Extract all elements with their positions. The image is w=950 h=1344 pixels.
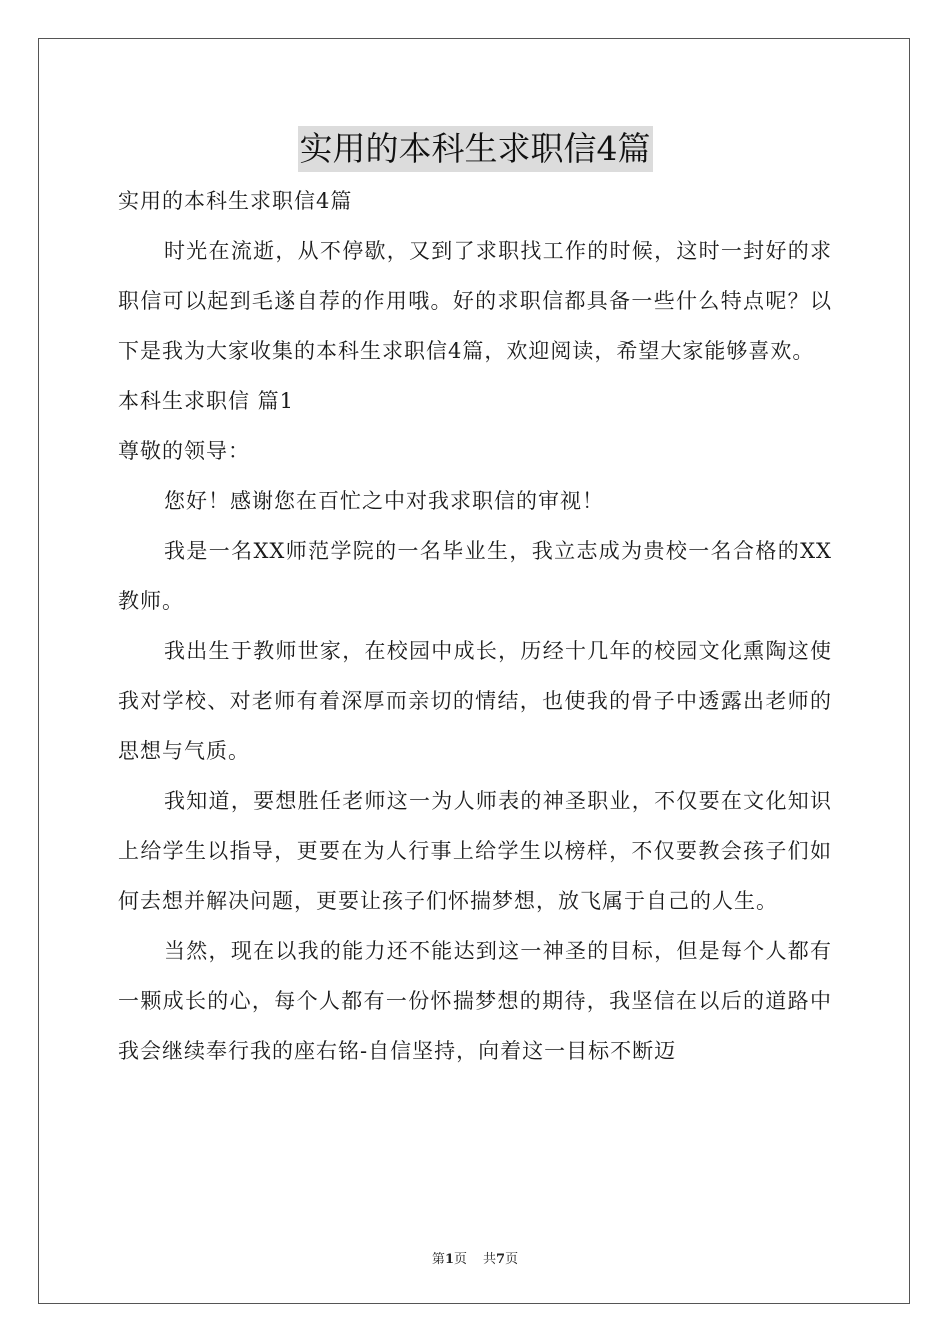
paragraph: 尊敬的领导： <box>118 439 250 463</box>
footer-total-pages: 7 <box>496 1252 506 1267</box>
paragraph: 本科生求职信 篇1 <box>118 389 295 413</box>
paragraph: 时光在流逝，从不停歇，又到了求职找工作的时候，这时一封好的求职信可以起到毛遂自荐的作用哦。好的求职信都具备一些什么特点呢？以下是我为大家收集的本科生求职信4篇，欢迎阅读，希望大家能够喜欢。 <box>118 239 832 363</box>
paragraph: 我知道，要想胜任老师这一为人师表的神圣职业，不仅要在文化知识上给学生以指导，更要在为人行事上给学生以榜样，不仅要教会孩子们如何去想并解决问题，更要让孩子们怀揣梦想，放飞属于自己的人生。 <box>118 789 832 913</box>
document-body <box>118 176 832 1076</box>
page-footer <box>0 1248 950 1267</box>
footer-page-current: 1 <box>444 1252 454 1267</box>
paragraph: 实用的本科生求职信4篇 <box>118 189 353 213</box>
document-title-block <box>0 126 950 174</box>
footer-total-prefix: 共 <box>483 1252 497 1267</box>
paragraph: 当然，现在以我的能力还不能达到这一神圣的目标，但是每个人都有一颗成长的心，每个人都有一份怀揣梦想的期待，我坚信在以后的道路中我会继续奉行我的座右铭-自信坚持，向着这一目标不断迈 <box>118 939 832 1063</box>
paragraph: 我是一名XX师范学院的一名毕业生，我立志成为贵校一名合格的XX教师。 <box>118 539 832 613</box>
document-title: 实用的本科生求职信4篇 <box>298 126 653 172</box>
paragraph: 我出生于教师世家，在校园中成长，历经十几年的校园文化熏陶这使我对学校、对老师有着深厚而亲切的情结，也使我的骨子中透露出老师的思想与气质。 <box>118 639 832 763</box>
paragraph: 您好！感谢您在百忙之中对我求职信的审视！ <box>164 489 604 513</box>
footer-page-prefix: 第 <box>431 1252 445 1267</box>
footer-page-suffix: 页 <box>453 1252 467 1267</box>
footer-total-suffix: 页 <box>505 1252 519 1267</box>
